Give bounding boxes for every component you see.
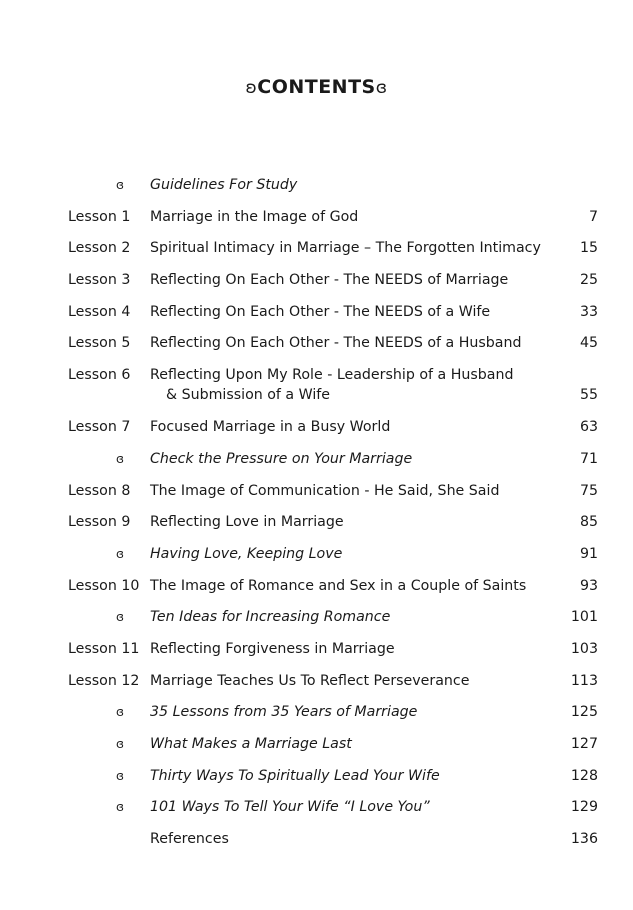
entry-title [150, 797, 550, 817]
toc-entry[interactable] [0, 235, 633, 267]
ornament-bullet-icon: ɞ [116, 451, 124, 466]
toc-entry[interactable] [0, 604, 633, 636]
page-number: 25 [579, 272, 598, 289]
entry-title-line: Marriage Teaches Us To Reflect Perseverance [150, 672, 470, 689]
toc-entry[interactable] [0, 330, 633, 362]
toc-entry[interactable] [0, 446, 633, 478]
lesson-label: Lesson 10 [68, 577, 140, 594]
toc-entry[interactable] [0, 699, 633, 731]
page-number: 85 [579, 514, 598, 531]
entry-title [150, 238, 550, 258]
entry-title [150, 702, 550, 722]
toc-entry[interactable] [0, 172, 633, 204]
entry-title-line: Check the Pressure on Your Marriage [150, 450, 413, 467]
page-number: 93 [579, 577, 598, 594]
lesson-label: Lesson 11 [68, 640, 140, 657]
page-number: 33 [579, 303, 598, 320]
ornament-left-icon: ʚ [245, 78, 258, 98]
entry-title-line: The Image of Communication - He Said, She Said [150, 482, 500, 499]
entry-title-line: What Makes a Marriage Last [150, 736, 352, 752]
entry-title [150, 829, 550, 849]
toc-entry[interactable] [0, 204, 633, 236]
page-number: 127 [570, 736, 598, 752]
page-number: 136 [570, 831, 598, 848]
lesson-label: Lesson 12 [68, 672, 140, 689]
entry-title-line: Guidelines For Study [150, 177, 298, 193]
toc-entry[interactable] [0, 509, 633, 541]
entry-title [150, 449, 550, 469]
entry-title-line: Focused Marriage in a Busy World [150, 419, 391, 436]
entry-title [150, 481, 550, 501]
ornament-bullet-icon: ɞ [116, 800, 124, 815]
page-title [0, 76, 633, 98]
toc-entry[interactable] [0, 826, 633, 858]
entry-title-line: Reflecting On Each Other - The NEEDS of a Wife [150, 303, 491, 320]
lesson-label: Lesson 6 [68, 367, 131, 384]
entry-title [150, 270, 550, 290]
entry-title [150, 544, 550, 564]
table-of-contents [0, 172, 633, 858]
page-number: 75 [579, 482, 598, 499]
toc-entry[interactable] [0, 636, 633, 668]
entry-title-line: Reflecting Love in Marriage [150, 514, 344, 531]
entry-title-line: Reflecting On Each Other - The NEEDS of Marriage [150, 272, 509, 289]
lesson-label: Lesson 9 [68, 514, 131, 531]
lesson-label: Lesson 1 [68, 208, 131, 225]
toc-entry[interactable] [0, 731, 633, 763]
toc-entry[interactable] [0, 668, 633, 700]
toc-entry[interactable] [0, 362, 633, 414]
lesson-label: Lesson 3 [68, 272, 131, 289]
entry-title-line: Reflecting On Each Other - The NEEDS of a Husband [150, 335, 522, 352]
entry-title [150, 607, 550, 627]
ornament-bullet-icon: ɞ [116, 768, 124, 783]
entry-title [150, 175, 550, 195]
page-number: 125 [570, 704, 598, 721]
entry-title [150, 639, 550, 659]
entry-title [150, 734, 550, 754]
entry-title [150, 671, 550, 691]
entry-title [150, 333, 550, 353]
toc-entry[interactable] [0, 541, 633, 573]
ornament-bullet-icon: ɞ [116, 546, 124, 561]
entry-title-line: Marriage in the Image of God [150, 208, 359, 225]
page-number: 71 [579, 450, 598, 467]
entry-title [150, 512, 550, 532]
page-number: 91 [579, 545, 598, 562]
page-number: 45 [579, 335, 598, 352]
entry-title-line: 35 Lessons from 35 Years of Marriage [150, 704, 418, 721]
page-number: 55 [579, 387, 598, 404]
toc-entry[interactable] [0, 478, 633, 510]
ornament-bullet-icon: ɞ [116, 737, 124, 751]
ornament-bullet-icon: ɞ [116, 610, 124, 625]
lesson-label: Lesson 4 [68, 303, 131, 320]
entry-title [150, 576, 550, 596]
entry-title-line: Reflecting Forgiveness in Marriage [150, 640, 395, 657]
toc-entry[interactable] [0, 299, 633, 331]
page-number: 63 [579, 419, 598, 436]
toc-entry[interactable] [0, 267, 633, 299]
lesson-label: Lesson 5 [68, 335, 131, 352]
entry-title-line: Reflecting Upon My Role - Leadership of a Husband [150, 367, 514, 384]
toc-entry[interactable] [0, 763, 633, 795]
page-number: 15 [579, 240, 598, 257]
page-number: 7 [588, 208, 598, 225]
lesson-label: Lesson 7 [68, 419, 131, 436]
lesson-label: Lesson 2 [68, 240, 131, 257]
entry-title-line: Spiritual Intimacy in Marriage – The Forgotten Intimacy [150, 240, 541, 257]
ornament-right-icon: ɞ [375, 78, 388, 98]
title-text: CONTENTS [257, 76, 376, 98]
page-number: 129 [570, 799, 598, 816]
lesson-label: Lesson 8 [68, 482, 131, 499]
page-number: 103 [570, 640, 598, 657]
page-number: 101 [570, 609, 598, 626]
entry-title-line: Ten Ideas for Increasing Romance [150, 609, 391, 626]
ornament-bullet-icon: ɞ [116, 178, 124, 192]
toc-entry[interactable] [0, 573, 633, 605]
entry-title-line: The Image of Romance and Sex in a Couple of Saints [150, 577, 527, 594]
toc-entry[interactable] [0, 414, 633, 446]
entry-title-line: & Submission of a Wife [166, 387, 331, 404]
ornament-bullet-icon: ɞ [116, 705, 124, 720]
entry-title [150, 207, 550, 227]
entry-title-line: Having Love, Keeping Love [150, 545, 343, 562]
page-number: 113 [570, 672, 598, 689]
entry-title-line: Thirty Ways To Spiritually Lead Your Wife [150, 767, 440, 784]
entry-title-line: 101 Ways To Tell Your Wife “I Love You” [150, 799, 430, 816]
entry-title [150, 766, 550, 786]
toc-entry[interactable] [0, 794, 633, 826]
entry-title [150, 365, 550, 405]
page-number: 128 [570, 767, 598, 784]
entry-title-line: References [150, 831, 229, 848]
entry-title [150, 302, 550, 322]
entry-title [150, 417, 550, 437]
